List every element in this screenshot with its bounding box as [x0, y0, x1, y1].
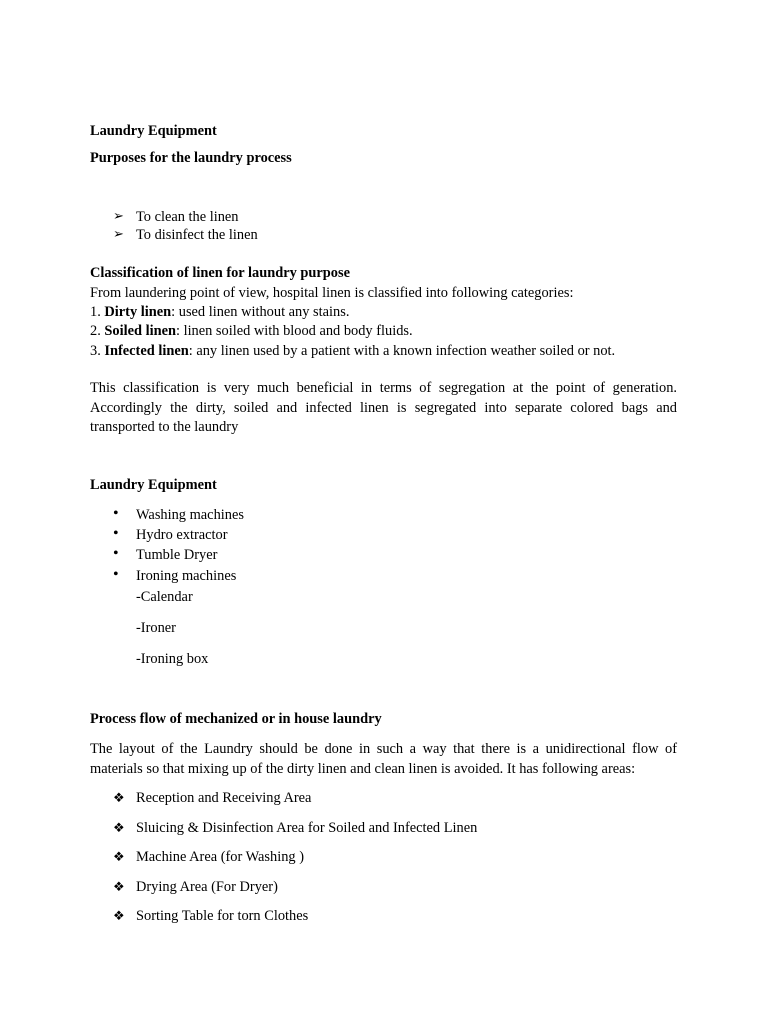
diamond-bullet-icon: ❖	[113, 908, 125, 923]
equipment-item: Washing machines	[136, 507, 244, 523]
item-number: 1.	[90, 304, 105, 320]
classification-item	[90, 303, 349, 321]
diamond-bullet-icon: ❖	[113, 879, 125, 894]
bullet-icon: •	[113, 525, 119, 542]
diamond-bullet-icon: ❖	[113, 790, 125, 805]
equipment-heading: Laundry Equipment	[90, 477, 217, 493]
process-heading: Process flow of mechanized or in house laundry	[90, 711, 382, 727]
item-description: : linen soiled with blood and body fluids.	[175, 323, 413, 339]
purpose-item: To clean the linen	[136, 209, 239, 225]
process-paragraph: The layout of the Laundry should be done in such a way that there is a unidirectional flow of materials so that mixing up of the dirty linen and clean linen is avoided. It has following areas:	[90, 741, 677, 777]
page-title: Laundry Equipment	[90, 123, 217, 139]
equipment-sub-item: -Ironer	[136, 620, 176, 636]
item-description: : any linen used by a patient with a known infection weather soiled or not.	[188, 343, 616, 359]
equipment-sub-item: -Ironing box	[136, 651, 209, 667]
classification-paragraph: This classification is very much beneficial in terms of segregation at the point of generation. Accordingly the dirty, soiled and infected linen is segregated into separate colored bags and transported to the laundry	[90, 380, 677, 435]
classification-heading: Classification of linen for laundry purpose	[90, 265, 350, 281]
diamond-bullet-icon: ❖	[113, 849, 125, 864]
equipment-item: Hydro extractor	[136, 527, 228, 543]
process-area-item: Machine Area (for Washing )	[136, 849, 305, 865]
process-area-item: Drying Area (For Dryer)	[136, 879, 278, 895]
arrow-bullet-icon: ➢	[113, 208, 124, 223]
purpose-item: To disinfect the linen	[136, 227, 258, 243]
item-term: Infected linen	[104, 343, 189, 359]
classification-intro: From laundering point of view, hospital linen is classified into following categories:	[90, 285, 574, 301]
process-area-item: Sorting Table for torn Clothes	[136, 908, 309, 924]
diamond-bullet-icon: ❖	[113, 820, 125, 835]
purposes-heading: Purposes for the laundry process	[90, 150, 292, 166]
process-area-item: Sluicing & Disinfection Area for Soiled and Infected Linen	[136, 820, 478, 836]
equipment-item: Ironing machines	[136, 568, 237, 584]
arrow-bullet-icon: ➢	[113, 226, 124, 241]
item-number: 2.	[90, 323, 105, 339]
equipment-sub-item: -Calendar	[136, 589, 193, 605]
equipment-item: Tumble Dryer	[136, 547, 218, 563]
bullet-icon: •	[113, 545, 119, 562]
item-description: : used linen without any stains.	[171, 304, 350, 320]
classification-item	[90, 342, 615, 360]
item-number: 3.	[90, 343, 105, 359]
bullet-icon: •	[113, 505, 119, 522]
bullet-icon: •	[113, 566, 119, 583]
item-term: Dirty linen	[104, 304, 172, 320]
process-area-item: Reception and Receiving Area	[136, 790, 312, 806]
classification-item	[90, 322, 413, 340]
item-term: Soiled linen	[104, 323, 176, 339]
